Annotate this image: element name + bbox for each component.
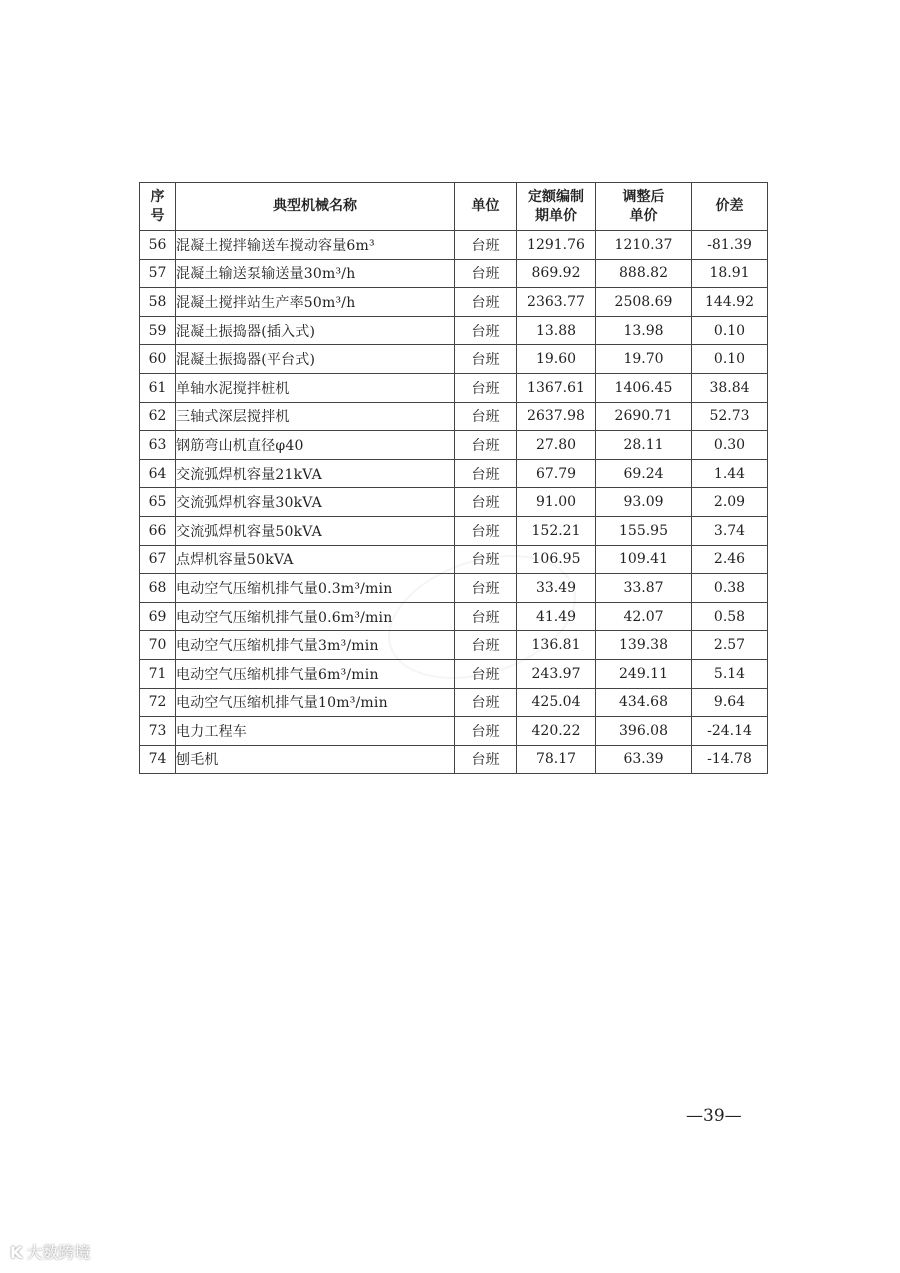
cell-adjusted-price: 28.11: [596, 431, 692, 460]
table-row: [140, 345, 768, 374]
header-diff: 价差: [692, 183, 768, 231]
cell-adjusted-price: 2508.69: [596, 288, 692, 317]
cell-adjusted-price: 434.68: [596, 688, 692, 717]
cell-idx: 72: [140, 688, 176, 717]
cell-diff: 0.10: [692, 316, 768, 345]
cell-idx: 74: [140, 745, 176, 774]
cell-quota-price: 13.88: [517, 316, 596, 345]
cell-idx: 63: [140, 431, 176, 460]
cell-idx: 61: [140, 373, 176, 402]
cell-adjusted-price: 396.08: [596, 717, 692, 746]
cell-name: 电力工程车: [176, 717, 455, 746]
cell-unit: 台班: [455, 459, 517, 488]
cell-name: 交流弧焊机容量30kVA: [176, 488, 455, 517]
table-row: [140, 545, 768, 574]
machine-price-table: [139, 182, 768, 774]
cell-diff: 52.73: [692, 402, 768, 431]
cell-idx: 68: [140, 574, 176, 603]
table-row: [140, 717, 768, 746]
cell-unit: 台班: [455, 402, 517, 431]
cell-name: 电动空气压缩机排气量6m³/min: [176, 659, 455, 688]
cell-adjusted-price: 63.39: [596, 745, 692, 774]
cell-diff: -14.78: [692, 745, 768, 774]
cell-name: 点焊机容量50kVA: [176, 545, 455, 574]
cell-idx: 65: [140, 488, 176, 517]
cell-adjusted-price: 13.98: [596, 316, 692, 345]
table-row: [140, 631, 768, 660]
table-row: [140, 373, 768, 402]
cell-adjusted-price: 2690.71: [596, 402, 692, 431]
cell-unit: 台班: [455, 373, 517, 402]
cell-adjusted-price: 42.07: [596, 602, 692, 631]
cell-diff: 38.84: [692, 373, 768, 402]
cell-unit: 台班: [455, 516, 517, 545]
cell-adjusted-price: 1406.45: [596, 373, 692, 402]
table-row: [140, 516, 768, 545]
cell-name: 电动空气压缩机排气量0.6m³/min: [176, 602, 455, 631]
cell-idx: 73: [140, 717, 176, 746]
table-row: [140, 231, 768, 260]
cell-diff: 2.57: [692, 631, 768, 660]
cell-idx: 60: [140, 345, 176, 374]
cell-idx: 58: [140, 288, 176, 317]
cell-idx: 70: [140, 631, 176, 660]
page-number: —39—: [686, 1106, 742, 1126]
cell-quota-price: 152.21: [517, 516, 596, 545]
cell-unit: 台班: [455, 431, 517, 460]
cell-name: 电动空气压缩机排气量10m³/min: [176, 688, 455, 717]
header-name: 典型机械名称: [176, 183, 455, 231]
table-row: [140, 402, 768, 431]
cell-unit: 台班: [455, 574, 517, 603]
cell-adjusted-price: 19.70: [596, 345, 692, 374]
cell-idx: 62: [140, 402, 176, 431]
table-row: [140, 574, 768, 603]
cell-quota-price: 243.97: [517, 659, 596, 688]
cell-diff: 144.92: [692, 288, 768, 317]
cell-idx: 57: [140, 259, 176, 288]
table-row: [140, 431, 768, 460]
cell-name: 混凝土搅拌站生产率50m³/h: [176, 288, 455, 317]
table-row: [140, 316, 768, 345]
cell-quota-price: 2363.77: [517, 288, 596, 317]
table-row: [140, 602, 768, 631]
cell-name: 混凝土输送泵输送量30m³/h: [176, 259, 455, 288]
cell-quota-price: 19.60: [517, 345, 596, 374]
cell-name: 混凝土振捣器(插入式): [176, 316, 455, 345]
watermark-text: 大数跨境: [26, 1243, 91, 1262]
cell-unit: 台班: [455, 288, 517, 317]
cell-quota-price: 33.49: [517, 574, 596, 603]
cell-unit: 台班: [455, 602, 517, 631]
table-row: [140, 688, 768, 717]
cell-diff: 1.44: [692, 459, 768, 488]
cell-idx: 69: [140, 602, 176, 631]
table-row: [140, 488, 768, 517]
cell-quota-price: 420.22: [517, 717, 596, 746]
cell-adjusted-price: 93.09: [596, 488, 692, 517]
cell-unit: 台班: [455, 688, 517, 717]
header-unit: 单位: [455, 183, 517, 231]
cell-diff: 5.14: [692, 659, 768, 688]
cell-diff: -81.39: [692, 231, 768, 260]
cell-diff: 0.58: [692, 602, 768, 631]
cell-diff: 0.30: [692, 431, 768, 460]
cell-diff: 9.64: [692, 688, 768, 717]
cell-name: 钢筋弯山机直径φ40: [176, 431, 455, 460]
cell-quota-price: 425.04: [517, 688, 596, 717]
cell-quota-price: 136.81: [517, 631, 596, 660]
cell-idx: 56: [140, 231, 176, 260]
table-row: [140, 659, 768, 688]
cell-quota-price: 78.17: [517, 745, 596, 774]
cell-adjusted-price: 33.87: [596, 574, 692, 603]
cell-idx: 71: [140, 659, 176, 688]
table-row: [140, 288, 768, 317]
cell-name: 刨毛机: [176, 745, 455, 774]
cell-adjusted-price: 1210.37: [596, 231, 692, 260]
cell-quota-price: 91.00: [517, 488, 596, 517]
header-idx: 序 号: [140, 183, 176, 231]
cell-quota-price: 41.49: [517, 602, 596, 631]
cell-adjusted-price: 69.24: [596, 459, 692, 488]
cell-name: 三轴式深层搅拌机: [176, 402, 455, 431]
cell-diff: 2.09: [692, 488, 768, 517]
watermark: [10, 1240, 90, 1263]
cell-unit: 台班: [455, 745, 517, 774]
table-row: [140, 745, 768, 774]
cell-diff: 0.38: [692, 574, 768, 603]
cell-unit: 台班: [455, 316, 517, 345]
table-row: [140, 259, 768, 288]
cell-name: 电动空气压缩机排气量3m³/min: [176, 631, 455, 660]
cell-name: 混凝土振捣器(平台式): [176, 345, 455, 374]
cell-idx: 66: [140, 516, 176, 545]
cell-adjusted-price: 888.82: [596, 259, 692, 288]
cell-quota-price: 1367.61: [517, 373, 596, 402]
cell-idx: 67: [140, 545, 176, 574]
cell-quota-price: 106.95: [517, 545, 596, 574]
cell-name: 单轴水泥搅拌桩机: [176, 373, 455, 402]
cell-idx: 59: [140, 316, 176, 345]
cell-unit: 台班: [455, 631, 517, 660]
cell-diff: 0.10: [692, 345, 768, 374]
cell-diff: -24.14: [692, 717, 768, 746]
cell-quota-price: 27.80: [517, 431, 596, 460]
cell-name: 交流弧焊机容量50kVA: [176, 516, 455, 545]
cell-unit: 台班: [455, 717, 517, 746]
cell-diff: 18.91: [692, 259, 768, 288]
cell-name: 交流弧焊机容量21kVA: [176, 459, 455, 488]
watermark-logo-icon: K: [10, 1243, 23, 1262]
cell-adjusted-price: 139.38: [596, 631, 692, 660]
cell-adjusted-price: 155.95: [596, 516, 692, 545]
cell-adjusted-price: 249.11: [596, 659, 692, 688]
cell-unit: 台班: [455, 488, 517, 517]
header-adjusted-price: 调整后 单价: [596, 183, 692, 231]
cell-name: 混凝土搅拌输送车搅动容量6m³: [176, 231, 455, 260]
cell-quota-price: 2637.98: [517, 402, 596, 431]
table-body: [140, 231, 768, 774]
table-header-row: [140, 183, 768, 231]
cell-unit: 台班: [455, 545, 517, 574]
cell-quota-price: 1291.76: [517, 231, 596, 260]
cell-unit: 台班: [455, 659, 517, 688]
cell-name: 电动空气压缩机排气量0.3m³/min: [176, 574, 455, 603]
cell-unit: 台班: [455, 231, 517, 260]
cell-quota-price: 67.79: [517, 459, 596, 488]
header-quota-price: 定额编制 期单价: [517, 183, 596, 231]
table-row: [140, 459, 768, 488]
cell-diff: 3.74: [692, 516, 768, 545]
cell-quota-price: 869.92: [517, 259, 596, 288]
cell-adjusted-price: 109.41: [596, 545, 692, 574]
cell-idx: 64: [140, 459, 176, 488]
cell-unit: 台班: [455, 259, 517, 288]
cell-diff: 2.46: [692, 545, 768, 574]
cell-unit: 台班: [455, 345, 517, 374]
